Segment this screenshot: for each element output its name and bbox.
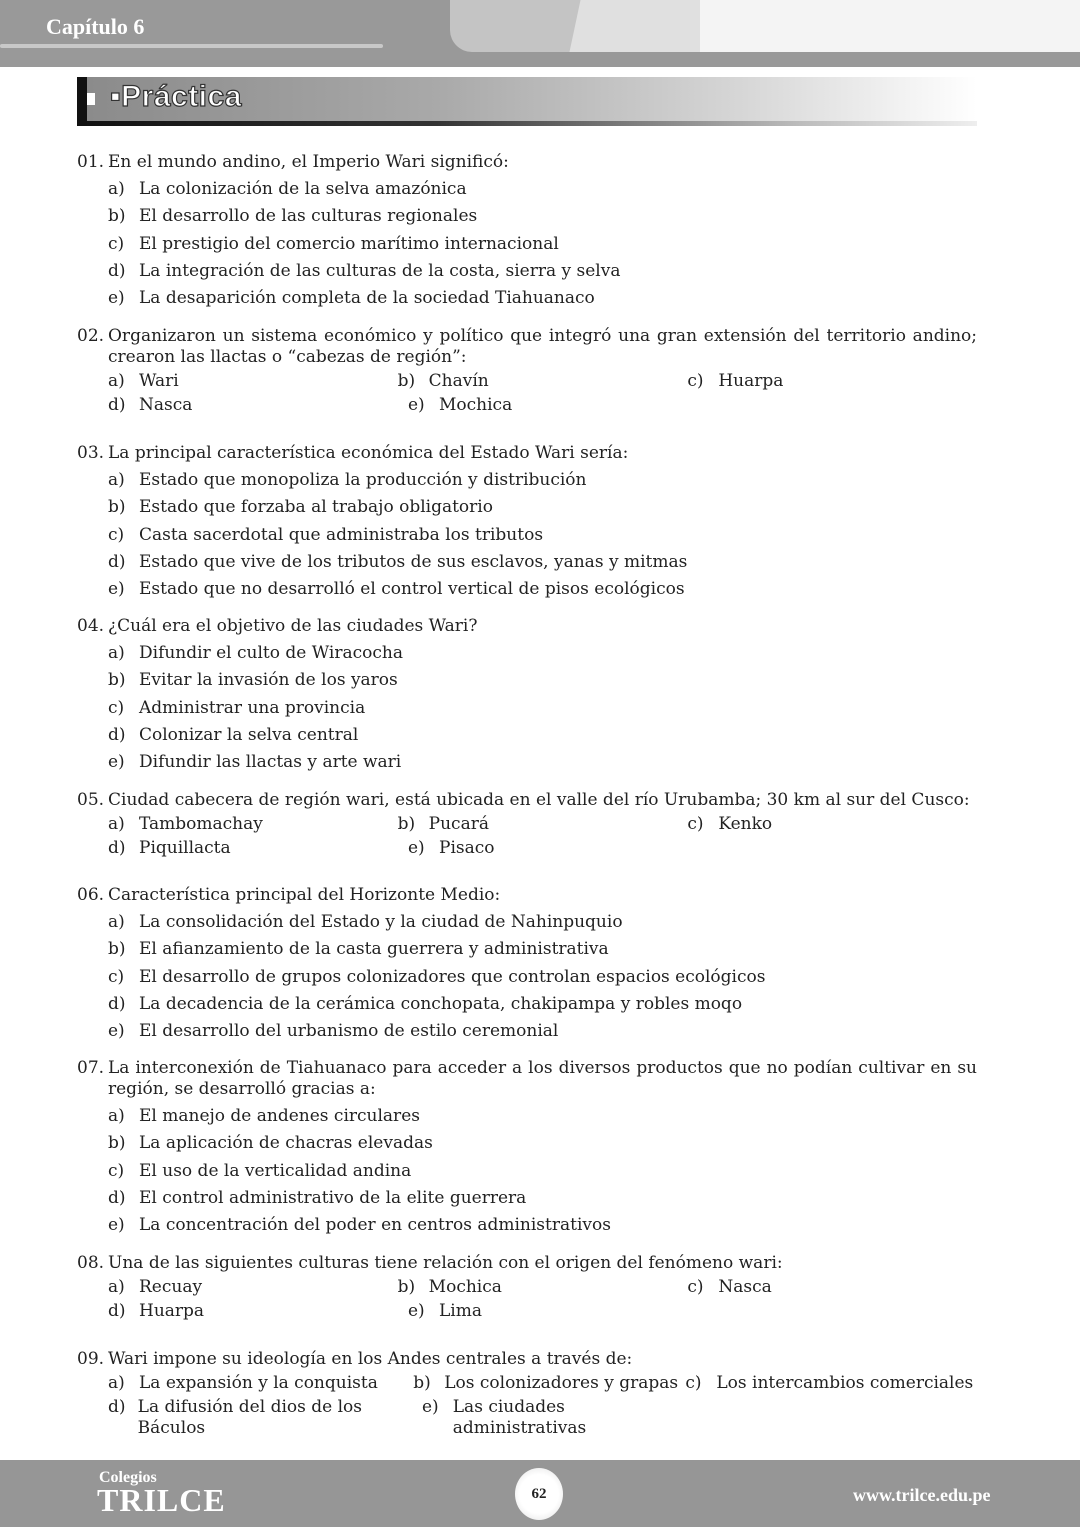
options xyxy=(108,173,977,309)
question xyxy=(77,1058,977,1236)
option-text: El desarrollo de las culturas regionales xyxy=(139,206,478,227)
option-letter: d) xyxy=(108,838,126,858)
option[interactable] xyxy=(108,1182,977,1209)
option-text: La concentración del poder en centros administrativos xyxy=(139,1215,611,1236)
option[interactable] xyxy=(108,961,977,988)
option-text: El control administrativo de la elite guerrera xyxy=(139,1187,527,1208)
option-text: Nasca xyxy=(718,1277,772,1297)
question-text: Una de las siguientes culturas tiene relación con el origen del fenómeno wari: xyxy=(108,1253,783,1273)
option-text: La colonización de la selva amazónica xyxy=(139,179,467,199)
question xyxy=(77,443,977,600)
option[interactable] xyxy=(108,906,977,933)
question-text: La principal característica económica del Estado Wari sería: xyxy=(108,443,629,463)
option-text: Huarpa xyxy=(139,1301,205,1321)
option-letter: a) xyxy=(108,1373,125,1393)
question xyxy=(77,616,977,773)
option-text: Difundir el culto de Wiracocha xyxy=(139,643,403,663)
option[interactable] xyxy=(108,546,977,573)
option[interactable] xyxy=(108,368,398,392)
option-letter: a) xyxy=(108,814,125,834)
option-text: Wari xyxy=(139,371,179,391)
option-letter: c) xyxy=(687,371,704,391)
option-letter: b) xyxy=(397,371,416,391)
option-letter: c) xyxy=(687,1277,704,1297)
option-letter: a) xyxy=(108,470,125,490)
option[interactable] xyxy=(108,392,408,416)
option-text: Evitar la invasión de los yaros xyxy=(139,670,398,691)
option-letter: a) xyxy=(108,1106,125,1126)
logo-colegios: Colegios xyxy=(99,1469,157,1486)
option-text: Nasca xyxy=(139,395,193,415)
option-letter: b) xyxy=(108,670,126,691)
option-text: Administrar una provincia xyxy=(139,697,366,718)
question-number: 01. xyxy=(77,152,105,172)
option-letter: e) xyxy=(108,1021,125,1042)
option-letter: d) xyxy=(108,1187,126,1208)
option-letter: b) xyxy=(397,1277,416,1297)
option-text: Estado que no desarrolló el control vertical de pisos ecológicos xyxy=(139,579,685,600)
option[interactable] xyxy=(108,282,977,309)
section-banner-underline xyxy=(77,121,977,126)
question-text: Organizaron un sistema económico y político que integró una gran extensión del territorio andino; crearon las llactas o “cabezas de región”: xyxy=(108,326,977,367)
option-letter: e) xyxy=(108,752,125,773)
option[interactable] xyxy=(685,1370,977,1394)
option-text: El prestigio del comercio marítimo internacional xyxy=(139,233,559,254)
option-text: La decadencia de la cerámica conchopata, chakipampa y robles moqo xyxy=(139,993,743,1014)
options-row xyxy=(108,1298,977,1322)
option[interactable] xyxy=(108,173,977,200)
question-text: Wari impone su ideología en los Andes centrales a través de: xyxy=(108,1349,633,1369)
option[interactable] xyxy=(108,573,977,600)
option-text: Piquillacta xyxy=(139,838,231,858)
option-text: Los intercambios comerciales xyxy=(716,1373,974,1393)
option-text: Estado que vive de los tributos de sus esclavos, yanas y mitmas xyxy=(139,551,688,572)
option-letter: a) xyxy=(108,1277,125,1297)
question-text: En el mundo andino, el Imperio Wari significó: xyxy=(108,152,509,172)
section-title-text: Práctica xyxy=(121,80,242,113)
option-letter: c) xyxy=(108,233,125,254)
option[interactable] xyxy=(108,200,977,227)
option-text: Estado que forzaba al trabajo obligatorio xyxy=(139,497,493,518)
option[interactable] xyxy=(108,228,977,255)
options-row xyxy=(108,392,977,416)
question xyxy=(77,885,977,1042)
option-text: Lima xyxy=(439,1301,482,1321)
option-letter: b) xyxy=(413,1373,431,1393)
option-text: Pucará xyxy=(428,814,489,834)
option-letter: e) xyxy=(108,288,125,309)
footer-url[interactable]: www.trilce.edu.pe xyxy=(853,1485,991,1505)
option-text: Los colonizadores y grapas xyxy=(444,1373,679,1393)
question xyxy=(77,1349,977,1438)
option-letter: b) xyxy=(108,939,126,960)
option[interactable] xyxy=(108,835,408,859)
option-letter: b) xyxy=(108,206,126,227)
option[interactable] xyxy=(108,1100,977,1127)
option-text: La integración de las culturas de la costa, sierra y selva xyxy=(139,260,621,281)
option-text: El desarrollo del urbanismo de estilo ceremonial xyxy=(139,1021,559,1042)
options xyxy=(108,1274,977,1322)
option-letter: c) xyxy=(687,814,704,834)
option[interactable] xyxy=(108,988,977,1015)
option-text: Pisaco xyxy=(439,838,495,858)
option-letter: e) xyxy=(108,1215,125,1236)
option-text: Casta sacerdotal que administraba los tributos xyxy=(139,524,544,545)
option[interactable] xyxy=(108,1298,408,1322)
option[interactable] xyxy=(413,1370,685,1394)
option-letter: e) xyxy=(108,579,125,600)
options xyxy=(108,464,977,600)
option-letter: e) xyxy=(408,838,425,858)
option[interactable] xyxy=(108,1274,398,1298)
option[interactable] xyxy=(687,1274,977,1298)
options-row xyxy=(108,1274,977,1298)
option-text: Chavín xyxy=(428,371,489,391)
option-text: Las ciudades administrativas xyxy=(452,1397,587,1438)
option-letter: d) xyxy=(108,1397,126,1417)
option[interactable] xyxy=(108,1370,413,1394)
question-number: 04. xyxy=(77,616,105,636)
option-letter: d) xyxy=(108,395,126,415)
option-letter: a) xyxy=(108,179,125,199)
logo-trilce: TRILCE xyxy=(97,1482,226,1518)
option-letter: a) xyxy=(108,371,125,391)
option-text: La expansión y la conquista xyxy=(139,1373,378,1393)
option-letter: e) xyxy=(408,1301,425,1321)
option-text: Mochica xyxy=(428,1277,502,1297)
option-letter: c) xyxy=(108,966,125,987)
options xyxy=(108,906,977,1042)
option[interactable] xyxy=(108,933,977,960)
option[interactable] xyxy=(108,255,977,282)
option-text: Recuay xyxy=(139,1277,203,1297)
header-decoration xyxy=(569,0,720,52)
option-letter: d) xyxy=(108,724,126,745)
option[interactable] xyxy=(108,1155,977,1182)
page-number: 62 xyxy=(515,1468,563,1520)
options-row xyxy=(108,835,977,859)
option-letter: a) xyxy=(108,912,125,932)
options-row xyxy=(108,811,977,835)
option[interactable] xyxy=(108,519,977,546)
option[interactable] xyxy=(108,692,977,719)
option-text: Huarpa xyxy=(718,371,784,391)
option-letter: e) xyxy=(408,395,425,415)
option[interactable] xyxy=(687,368,977,392)
options xyxy=(108,811,977,859)
option[interactable] xyxy=(408,392,708,416)
option[interactable] xyxy=(108,1127,977,1154)
question xyxy=(77,790,977,859)
option-text: La desaparición completa de la sociedad Tiahuanaco xyxy=(139,288,595,309)
option-letter: b) xyxy=(108,1133,126,1154)
options-row xyxy=(108,368,977,392)
option-text: Kenko xyxy=(718,814,773,834)
option-letter: b) xyxy=(397,814,416,834)
option-letter: b) xyxy=(108,497,126,518)
question xyxy=(77,1253,977,1322)
option-text: Difundir las llactas y arte wari xyxy=(139,752,402,773)
option-letter: a) xyxy=(108,643,125,663)
options xyxy=(108,1370,977,1438)
question-number: 06. xyxy=(77,885,105,905)
option-text: Colonizar la selva central xyxy=(139,724,359,745)
option[interactable] xyxy=(398,811,688,835)
option-letter: d) xyxy=(108,260,126,281)
option-text: El manejo de andenes circulares xyxy=(139,1106,420,1126)
option-text: La aplicación de chacras elevadas xyxy=(139,1133,433,1154)
option-text: El afianzamiento de la casta guerrera y administrativa xyxy=(139,939,609,960)
option-text: El uso de la verticalidad andina xyxy=(139,1160,412,1181)
question-text: Ciudad cabecera de región wari, está ubicada en el valle del río Urubamba; 30 km al sur del Cusco: xyxy=(108,790,970,810)
option[interactable] xyxy=(398,368,688,392)
option-letter: e) xyxy=(422,1397,439,1417)
question-number: 05. xyxy=(77,790,105,810)
option[interactable] xyxy=(108,719,977,746)
option[interactable] xyxy=(108,746,977,773)
option-letter: d) xyxy=(108,1301,126,1321)
question-number: 08. xyxy=(77,1253,105,1273)
option[interactable] xyxy=(108,464,977,491)
question-number: 09. xyxy=(77,1349,105,1369)
banner-mark xyxy=(87,93,95,105)
question xyxy=(77,152,977,309)
option[interactable] xyxy=(108,637,977,664)
question-number: 03. xyxy=(77,443,105,463)
option-text: Mochica xyxy=(439,395,513,415)
option-text: La difusión del dios de los Báculos xyxy=(137,1397,363,1438)
option-letter: c) xyxy=(108,1160,125,1181)
options-row xyxy=(108,1370,977,1394)
option[interactable] xyxy=(408,835,708,859)
option[interactable] xyxy=(108,811,398,835)
option-letter: c) xyxy=(685,1373,702,1393)
option[interactable] xyxy=(108,1015,977,1042)
header-decoration xyxy=(700,0,1080,52)
option-text: La consolidación del Estado y la ciudad de Nahinpuquio xyxy=(139,912,623,932)
option-letter: c) xyxy=(108,697,125,718)
option-letter: d) xyxy=(108,551,126,572)
question-text: ¿Cuál era el objetivo de las ciudades Wari? xyxy=(108,616,478,636)
banner-mark xyxy=(77,77,87,126)
options xyxy=(108,637,977,773)
option[interactable] xyxy=(398,1274,688,1298)
question-number: 07. xyxy=(77,1058,105,1078)
option[interactable] xyxy=(687,811,977,835)
question-text: La interconexión de Tiahuanaco para acceder a los diversos productos que no podían cultivar en su región, se desarrolló gracias a: xyxy=(108,1058,977,1099)
option-text: Estado que monopoliza la producción y distribución xyxy=(139,470,587,490)
option[interactable] xyxy=(108,1394,422,1438)
question-number: 02. xyxy=(77,326,105,346)
option[interactable] xyxy=(108,491,977,518)
option-text: Tambomachay xyxy=(139,814,263,834)
option-letter: d) xyxy=(108,993,126,1014)
options xyxy=(108,1100,977,1236)
option[interactable] xyxy=(422,1394,702,1438)
option-text: El desarrollo de grupos colonizadores que controlan espacios ecológicos xyxy=(139,966,766,987)
options-row xyxy=(108,1394,977,1438)
option-letter: c) xyxy=(108,524,125,545)
option[interactable] xyxy=(108,664,977,691)
option[interactable] xyxy=(108,1209,977,1236)
question-text: Característica principal del Horizonte Medio: xyxy=(108,885,501,905)
section-title: ▪Práctica xyxy=(110,80,242,113)
question xyxy=(77,326,977,416)
chapter-title: Capítulo 6 xyxy=(46,14,145,39)
options xyxy=(108,368,977,416)
option[interactable] xyxy=(408,1298,708,1322)
header-divider xyxy=(0,44,383,48)
